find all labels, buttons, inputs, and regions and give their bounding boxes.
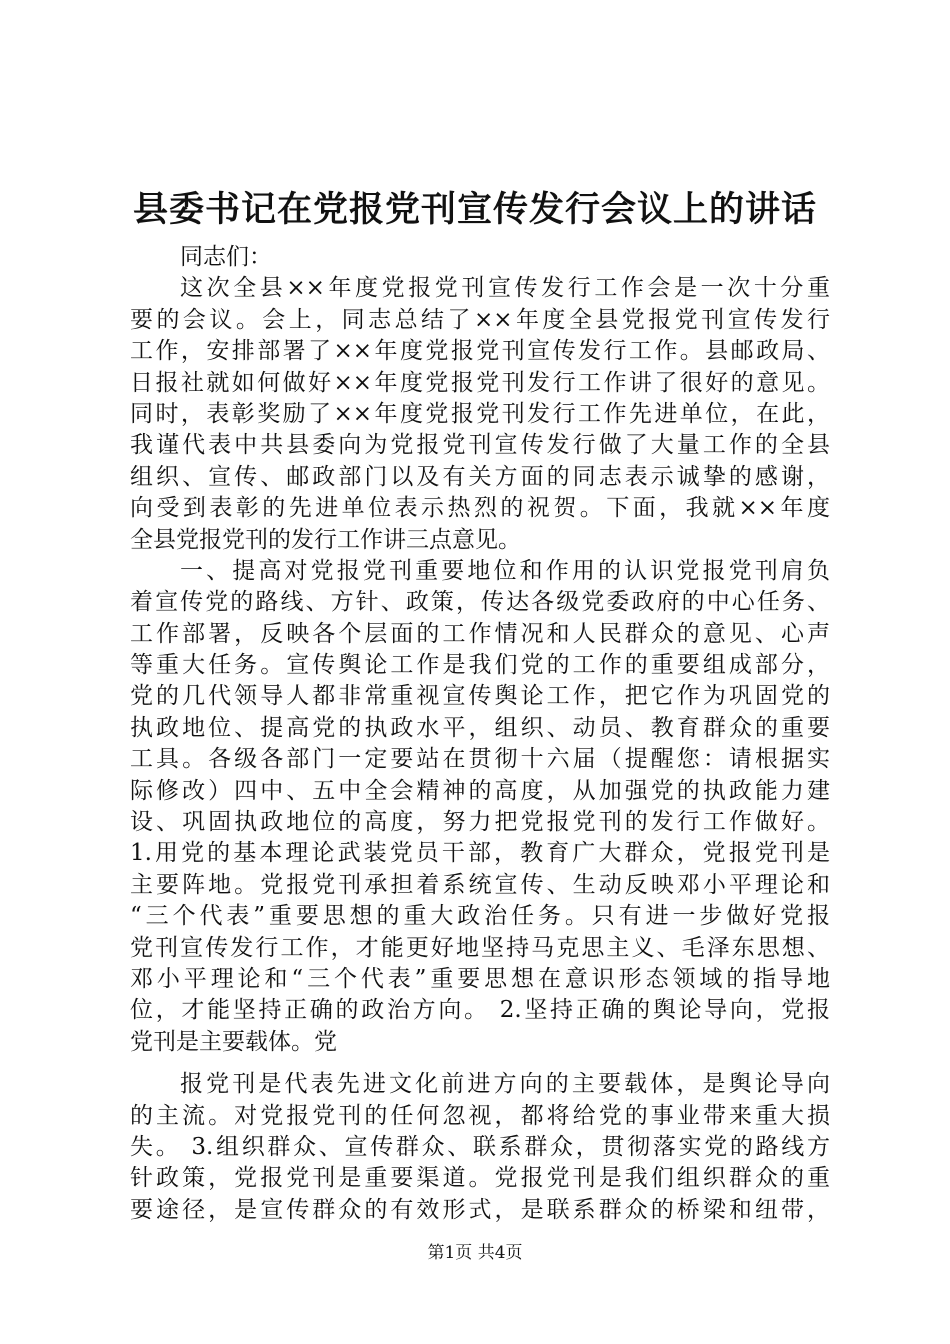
- text-line: 执政地位、提高党的执政水平，组织、动员、教育群众的重要: [130, 714, 830, 741]
- text-line: 日报社就如何做好××年度党报党刊发行工作讲了很好的意见。: [130, 369, 830, 396]
- document-body: [130, 242, 830, 1226]
- text-line: 这次全县××年度党报党刊宣传发行工作会是一次十分重: [180, 275, 830, 302]
- section-heading-line: 一、提高对党报党刊重要地位和作用的认识党报党刊肩负: [180, 557, 830, 584]
- text-line: 1.用党的基本理论武装党员干部，教育广大群众，党报党刊是: [130, 840, 830, 867]
- text-line: 向受到表彰的先进单位表示热烈的祝贺。下面，我就××年度: [130, 495, 830, 522]
- text-line: 针政策，党报党刊是重要渠道。党报党刊是我们组织群众的重: [130, 1165, 830, 1192]
- text-line: 的主流。对党报党刊的任何忽视，都将给党的事业带来重大损: [130, 1102, 830, 1129]
- text-line: 党的几代领导人都非常重视宣传舆论工作，把它作为巩固党的: [130, 683, 830, 710]
- paragraph-gap: [130, 1058, 830, 1069]
- text-line: 邓小平理论和“三个代表”重要思想在意识形态领域的指导地: [130, 965, 830, 992]
- text-line: 工具。各级各部门一定要站在贯彻十六届（提醒您：请根据实: [130, 746, 830, 773]
- text-line: 全县党报党刊的发行工作讲三点意见。: [130, 526, 521, 553]
- text-line: 党刊是主要载体。党: [130, 1028, 337, 1055]
- text-line: 主要阵地。党报党刊承担着系统宣传、生动反映邓小平理论和: [130, 871, 830, 898]
- text-line: 同时，表彰奖励了××年度党报党刊发行工作先进单位，在此，: [130, 400, 830, 427]
- text-line: 组织、宣传、邮政部门以及有关方面的同志表示诚挚的感谢，: [130, 463, 830, 490]
- text-line: 位，才能坚持正确的政治方向。 2.坚持正确的舆论导向，党报: [130, 997, 830, 1024]
- text-line: 设、巩固执政地位的高度，努力把党报党刊的发行工作做好。: [130, 809, 830, 836]
- text-line: 报党刊是代表先进文化前进方向的主要载体，是舆论导向: [180, 1071, 830, 1098]
- text-line: 要途径，是宣传群众的有效形式，是联系群众的桥梁和纽带，: [130, 1196, 830, 1223]
- text-line: 要的会议。会上，同志总结了××年度全县党报党刊宣传发行: [130, 306, 830, 333]
- salutation-line: 同志们：: [180, 244, 272, 270]
- text-line: 工作部署，反映各个层面的工作情况和人民群众的意见、心声: [130, 620, 830, 647]
- text-line: 党刊宣传发行工作，才能更好地坚持马克思主义、毛泽东思想、: [130, 934, 830, 961]
- document-title: 县委书记在党报党刊宣传发行会议上的讲话: [132, 189, 817, 230]
- text-line: “三个代表”重要思想的重大政治任务。只有进一步做好党报: [130, 903, 830, 930]
- text-line: 失。 3.组织群众、宣传群众、联系群众，贯彻落实党的路线方: [130, 1133, 830, 1160]
- text-line: 工作，安排部署了××年度党报党刊宣传发行工作。县邮政局、: [130, 338, 830, 365]
- text-line: 等重大任务。宣传舆论工作是我们党的工作的重要组成部分，: [130, 652, 830, 679]
- text-line: 着宣传党的路线、方针、政策，传达各级党委政府的中心任务、: [130, 589, 830, 616]
- text-line: 我谨代表中共县委向为党报党刊宣传发行做了大量工作的全县: [130, 432, 830, 459]
- text-line: 际修改）四中、五中全会精神的高度，从加强党的执政能力建: [130, 777, 830, 804]
- page-footer: 第1页 共4页: [427, 1243, 523, 1263]
